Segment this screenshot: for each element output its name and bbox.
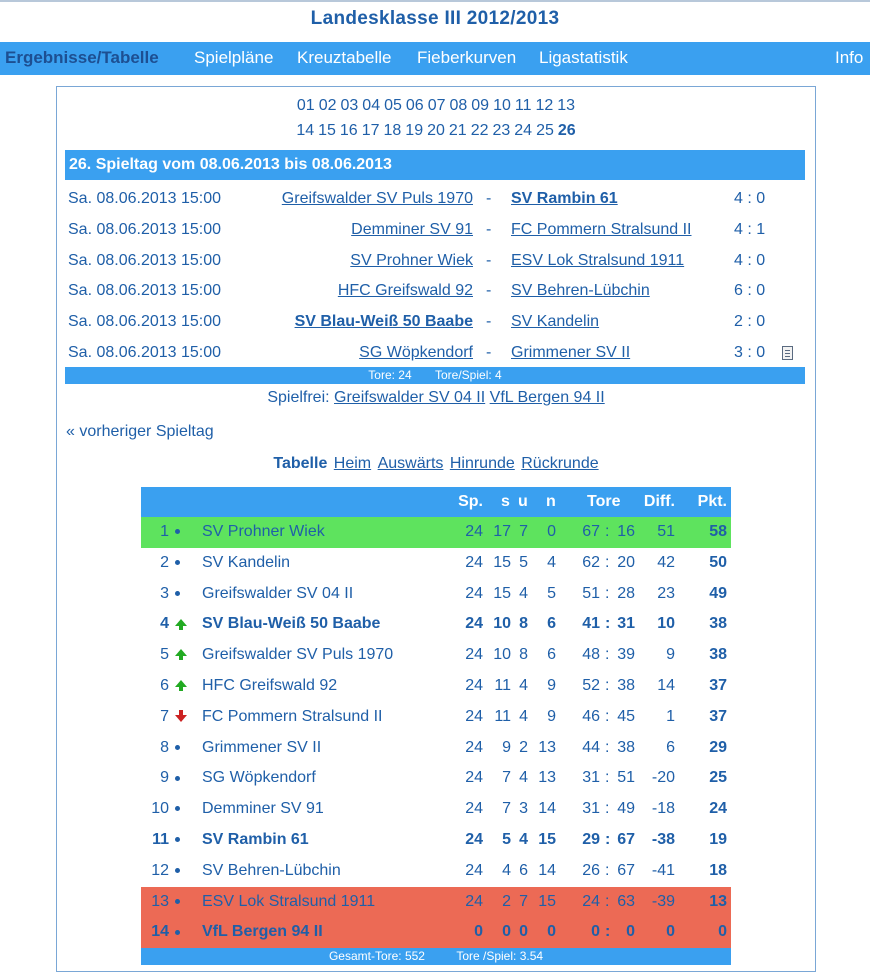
losses: 14 bbox=[538, 861, 556, 879]
goals-against: 16 bbox=[617, 523, 635, 540]
match-score: 4 : 0 bbox=[734, 251, 766, 269]
standings-header bbox=[141, 487, 731, 517]
matchday-goals: Tore: 24 bbox=[368, 368, 412, 382]
goals-for: 62 bbox=[582, 553, 600, 571]
match-date: Sa. 08.06.2013 15:00 bbox=[68, 282, 222, 300]
goals-colon: : bbox=[605, 738, 610, 756]
losses: 9 bbox=[547, 707, 556, 725]
round-link-24[interactable]: 24 bbox=[514, 122, 533, 139]
goals-per-game: Tore /Spiel: 3.54 bbox=[456, 949, 544, 964]
team-name: Demminer SV 91 bbox=[202, 800, 324, 818]
draws: 4 bbox=[519, 707, 528, 725]
played: 24 bbox=[465, 830, 483, 848]
header-sp: Sp. bbox=[458, 493, 483, 510]
trend-up-icon bbox=[175, 671, 187, 702]
round-link-26[interactable]: 26 bbox=[557, 122, 576, 139]
team-name: SV Blau-Weiß 50 Baabe bbox=[202, 615, 381, 633]
match-separator: - bbox=[486, 220, 492, 238]
losses: 0 bbox=[547, 523, 556, 540]
goal-diff: 10 bbox=[657, 615, 675, 633]
goals-against: 38 bbox=[617, 676, 635, 694]
played: 24 bbox=[465, 646, 483, 664]
points: 38 bbox=[709, 615, 727, 633]
match-separator: - bbox=[486, 344, 492, 361]
draws: 5 bbox=[519, 553, 528, 571]
match-row bbox=[57, 307, 815, 337]
match-separator: - bbox=[486, 282, 492, 300]
goals-against: 31 bbox=[617, 615, 635, 633]
nav-info[interactable]: Info bbox=[835, 48, 864, 67]
goals-against: 38 bbox=[617, 738, 635, 756]
table-row bbox=[141, 640, 731, 671]
match-separator: - bbox=[486, 190, 492, 207]
trend-neutral-icon bbox=[175, 825, 180, 856]
nav-fieberkurven[interactable]: Fieberkurven bbox=[417, 48, 517, 67]
goal-diff: 0 bbox=[666, 923, 675, 941]
trend-glyph bbox=[175, 806, 180, 811]
away-team-link[interactable]: Grimmener SV II bbox=[511, 344, 631, 361]
goals-for: 46 bbox=[582, 707, 600, 725]
goals-for: 52 bbox=[582, 676, 600, 694]
trend-glyph bbox=[175, 649, 187, 656]
goal-diff: 51 bbox=[657, 523, 675, 540]
nav-spielplaene[interactable]: Spielpläne bbox=[194, 48, 274, 67]
match-date: Sa. 08.06.2013 15:00 bbox=[68, 344, 222, 361]
goals-for: 29 bbox=[582, 830, 600, 848]
match-row bbox=[57, 276, 815, 306]
trend-glyph bbox=[175, 837, 180, 842]
team-name: Greifswalder SV 04 II bbox=[202, 584, 354, 602]
goals-against: 67 bbox=[617, 861, 635, 879]
losses: 0 bbox=[547, 923, 556, 941]
goals-against: 0 bbox=[626, 923, 635, 941]
round-link-03[interactable]: 03 bbox=[340, 97, 359, 114]
points: 25 bbox=[709, 769, 727, 787]
points: 49 bbox=[709, 584, 727, 602]
nav-kreuztabelle[interactable]: Kreuztabelle bbox=[297, 48, 392, 67]
away-team-link[interactable]: FC Pommern Stralsund II bbox=[511, 220, 692, 238]
table-row bbox=[141, 917, 731, 948]
draws: 0 bbox=[519, 923, 528, 941]
rank: 5 bbox=[160, 646, 169, 664]
trend-neutral-icon bbox=[175, 856, 180, 887]
round-link-06[interactable]: 06 bbox=[405, 97, 424, 114]
played: 24 bbox=[465, 615, 483, 633]
table-row bbox=[141, 671, 731, 702]
header-diff: Diff. bbox=[643, 493, 675, 510]
home-team-link[interactable]: SV Blau-Weiß 50 Baabe bbox=[294, 313, 473, 331]
goals-colon: : bbox=[605, 676, 610, 694]
header-s: s bbox=[501, 493, 510, 510]
played: 24 bbox=[465, 892, 483, 910]
wins: 11 bbox=[494, 676, 511, 694]
standings-footer bbox=[141, 948, 731, 965]
spielfrei-label: Spielfrei: bbox=[267, 389, 330, 406]
losses: 13 bbox=[538, 738, 556, 756]
standings-rows bbox=[141, 517, 731, 948]
points: 37 bbox=[709, 707, 727, 725]
team-name: Greifswalder SV Puls 1970 bbox=[202, 646, 394, 664]
away-team-link[interactable]: SV Kandelin bbox=[511, 313, 600, 331]
round-link-20[interactable]: 20 bbox=[427, 122, 445, 139]
losses: 9 bbox=[547, 676, 556, 694]
table-row bbox=[141, 517, 731, 548]
team-name: VfL Bergen 94 II bbox=[202, 923, 323, 941]
away-team-link[interactable]: ESV Lok Stralsund 1911 bbox=[511, 251, 685, 269]
round-link-02[interactable]: 02 bbox=[318, 97, 337, 114]
rank: 9 bbox=[160, 769, 169, 787]
played: 0 bbox=[474, 923, 483, 941]
trend-glyph bbox=[175, 591, 180, 596]
rank: 6 bbox=[160, 676, 169, 694]
goals-against: 51 bbox=[617, 769, 635, 787]
losses: 5 bbox=[547, 584, 556, 602]
goals-colon: : bbox=[605, 615, 611, 633]
matchday-goals-per-game: Tore/Spiel: 4 bbox=[435, 368, 502, 382]
page-title: Landesklasse III 2012/2013 bbox=[310, 8, 560, 29]
match-separator: - bbox=[486, 251, 492, 269]
round-link-25[interactable]: 25 bbox=[536, 122, 554, 139]
trend-glyph bbox=[175, 560, 180, 565]
goals-colon: : bbox=[605, 830, 611, 848]
match-row bbox=[57, 246, 815, 276]
points: 0 bbox=[718, 923, 727, 941]
wins: 10 bbox=[493, 615, 511, 633]
goals-against: 20 bbox=[617, 553, 635, 571]
trend-glyph bbox=[175, 529, 180, 534]
wins: 9 bbox=[502, 738, 511, 756]
trend-glyph bbox=[175, 868, 180, 873]
header-u: u bbox=[518, 493, 528, 510]
match-score: 4 : 0 bbox=[734, 190, 766, 207]
table-row bbox=[141, 825, 731, 856]
match-score: 2 : 0 bbox=[734, 313, 766, 331]
draws: 4 bbox=[519, 830, 528, 848]
tab-rueckrunde[interactable]: Rückrunde bbox=[521, 455, 599, 472]
trend-neutral-icon bbox=[175, 579, 180, 610]
draws: 4 bbox=[519, 769, 528, 787]
trend-down-icon bbox=[175, 702, 187, 733]
goals-against: 67 bbox=[617, 830, 635, 848]
home-team-link[interactable]: SV Prohner Wiek bbox=[350, 251, 473, 269]
main-nav bbox=[0, 42, 870, 75]
wins: 2 bbox=[502, 892, 511, 910]
goals-for: 67 bbox=[582, 523, 600, 540]
tab-hinrunde[interactable]: Hinrunde bbox=[449, 455, 515, 472]
draws: 6 bbox=[519, 861, 528, 879]
round-link-22[interactable]: 22 bbox=[470, 122, 489, 139]
losses: 15 bbox=[538, 830, 556, 848]
match-date: Sa. 08.06.2013 15:00 bbox=[68, 251, 222, 269]
round-link-21[interactable]: 21 bbox=[448, 122, 467, 139]
away-team-link[interactable]: SV Rambin 61 bbox=[511, 190, 618, 207]
draws: 8 bbox=[519, 646, 528, 664]
match-score: 4 : 1 bbox=[734, 220, 766, 238]
goal-diff: 42 bbox=[657, 553, 675, 571]
wins: 7 bbox=[502, 769, 511, 787]
goals-against: 39 bbox=[617, 646, 635, 664]
points: 38 bbox=[709, 646, 727, 664]
trend-glyph bbox=[175, 745, 180, 750]
goals-for: 51 bbox=[582, 584, 600, 602]
trend-neutral-icon bbox=[175, 517, 180, 548]
goals-colon: : bbox=[605, 923, 611, 941]
nav-ligastatistik[interactable]: Ligastatistik bbox=[539, 48, 628, 67]
rank: 1 bbox=[160, 523, 169, 540]
spielfrei-team-2[interactable]: VfL Bergen 94 II bbox=[489, 389, 605, 406]
rank: 4 bbox=[160, 615, 169, 633]
standings-table bbox=[141, 487, 731, 965]
losses: 4 bbox=[547, 553, 556, 571]
rank: 7 bbox=[160, 707, 169, 725]
points: 50 bbox=[709, 553, 727, 571]
table-row bbox=[141, 702, 731, 733]
trend-glyph bbox=[175, 899, 180, 904]
wins: 15 bbox=[493, 553, 511, 571]
goals-against: 28 bbox=[617, 584, 635, 602]
team-name: ESV Lok Stralsund 1911 bbox=[202, 892, 376, 910]
tab-heim[interactable]: Heim bbox=[333, 455, 372, 472]
played: 24 bbox=[465, 584, 483, 602]
trend-glyph bbox=[175, 619, 187, 626]
spielfrei-team-1[interactable]: Greifswalder SV 04 II bbox=[334, 389, 486, 406]
home-team-link[interactable]: SG Wöpkendorf bbox=[359, 344, 473, 361]
trend-neutral-icon bbox=[175, 887, 180, 918]
goals-for: 44 bbox=[582, 738, 600, 756]
trend-up-icon bbox=[175, 640, 187, 671]
header-n: n bbox=[546, 493, 556, 510]
round-link-05[interactable]: 05 bbox=[384, 97, 402, 114]
away-team-link[interactable]: SV Behren-Lübchin bbox=[511, 282, 650, 300]
wins: 4 bbox=[502, 861, 511, 879]
points: 29 bbox=[709, 738, 727, 756]
goal-diff: 1 bbox=[666, 707, 675, 725]
header-tore: Tore bbox=[587, 493, 621, 510]
goal-diff: -39 bbox=[651, 892, 675, 910]
round-link-12[interactable]: 12 bbox=[535, 97, 554, 114]
goal-diff: -41 bbox=[651, 861, 675, 879]
team-name: Grimmener SV II bbox=[202, 738, 322, 756]
matchday-stats bbox=[65, 367, 805, 384]
played: 24 bbox=[465, 676, 483, 694]
trend-glyph bbox=[175, 776, 180, 781]
wins: 17 bbox=[493, 523, 511, 540]
home-team-link[interactable]: HFC Greifswald 92 bbox=[337, 282, 473, 300]
played: 24 bbox=[465, 861, 483, 879]
round-link-08[interactable]: 08 bbox=[449, 97, 468, 114]
rank: 11 bbox=[152, 830, 169, 848]
tab-tabelle[interactable]: Tabelle bbox=[273, 455, 328, 472]
round-link-14[interactable]: 14 bbox=[296, 122, 315, 139]
round-link-01[interactable]: 01 bbox=[296, 97, 315, 114]
draws: 7 bbox=[519, 523, 528, 540]
team-name: HFC Greifswald 92 bbox=[202, 676, 338, 694]
trend-glyph bbox=[175, 715, 187, 722]
match-separator: - bbox=[486, 313, 492, 331]
wins: 15 bbox=[493, 584, 511, 602]
goals-colon: : bbox=[605, 800, 610, 818]
table-row bbox=[141, 548, 731, 579]
goal-diff: 6 bbox=[666, 738, 675, 756]
round-selector-row-1 bbox=[57, 97, 815, 115]
goals-for: 31 bbox=[582, 800, 600, 818]
team-name: FC Pommern Stralsund II bbox=[202, 707, 383, 725]
goals-for: 26 bbox=[582, 861, 600, 879]
goal-diff: 9 bbox=[666, 646, 675, 664]
goals-colon: : bbox=[605, 892, 610, 910]
points: 13 bbox=[709, 892, 727, 910]
goals-colon: : bbox=[605, 553, 610, 571]
round-selector-row-2 bbox=[57, 122, 815, 140]
content-panel bbox=[56, 86, 816, 972]
goals-for: 24 bbox=[582, 892, 600, 910]
goals-for: 41 bbox=[582, 615, 600, 633]
wins: 10 bbox=[493, 646, 511, 664]
rank: 13 bbox=[151, 892, 169, 910]
round-link-09[interactable]: 09 bbox=[471, 97, 490, 114]
trend-neutral-icon bbox=[175, 917, 180, 948]
goals-against: 49 bbox=[617, 800, 635, 818]
team-name: SG Wöpkendorf bbox=[202, 769, 316, 787]
rank: 10 bbox=[151, 800, 169, 818]
goals-for: 0 bbox=[591, 923, 600, 941]
rank: 8 bbox=[160, 738, 169, 756]
rank: 12 bbox=[151, 861, 169, 879]
match-score: 6 : 0 bbox=[734, 282, 766, 300]
round-link-16[interactable]: 16 bbox=[339, 122, 358, 139]
played: 24 bbox=[465, 800, 483, 818]
round-link-07[interactable]: 07 bbox=[427, 97, 446, 114]
trend-neutral-icon bbox=[175, 548, 180, 579]
total-goals: Gesamt-Tore: 552 bbox=[328, 949, 425, 964]
points: 19 bbox=[709, 830, 727, 848]
rank: 14 bbox=[151, 923, 169, 941]
goals-colon: : bbox=[605, 646, 610, 664]
match-date: Sa. 08.06.2013 15:00 bbox=[68, 220, 222, 238]
played: 24 bbox=[465, 769, 483, 787]
goals-against: 45 bbox=[617, 707, 635, 725]
played: 24 bbox=[465, 523, 483, 540]
team-name: SV Kandelin bbox=[202, 553, 291, 571]
trend-glyph bbox=[175, 930, 180, 935]
draws: 8 bbox=[519, 615, 528, 633]
losses: 14 bbox=[538, 800, 556, 818]
goals-colon: : bbox=[605, 769, 610, 787]
round-link-11[interactable]: 11 bbox=[514, 97, 532, 114]
match-report-icon[interactable] bbox=[782, 346, 793, 360]
draws: 2 bbox=[519, 738, 528, 756]
matchday-heading: 26. Spieltag vom 08.06.2013 bis 08.06.2013 bbox=[65, 150, 805, 180]
goals-for: 31 bbox=[582, 769, 600, 787]
draws: 7 bbox=[519, 892, 528, 910]
match-date: Sa. 08.06.2013 15:00 bbox=[68, 313, 222, 331]
goals-against: 63 bbox=[617, 892, 635, 910]
trend-neutral-icon bbox=[175, 733, 180, 764]
draws: 4 bbox=[519, 676, 528, 694]
round-link-13[interactable]: 13 bbox=[557, 97, 576, 114]
table-tabs bbox=[57, 455, 815, 473]
team-name: SV Prohner Wiek bbox=[202, 523, 325, 540]
table-row bbox=[141, 609, 731, 640]
points: 24 bbox=[709, 800, 727, 818]
rank: 2 bbox=[160, 553, 169, 571]
home-team-link[interactable]: Greifswalder SV Puls 1970 bbox=[281, 190, 473, 207]
goal-diff: -18 bbox=[651, 800, 675, 818]
goals-for: 48 bbox=[582, 646, 600, 664]
goal-diff: 14 bbox=[657, 676, 675, 694]
match-row bbox=[57, 338, 815, 368]
points: 37 bbox=[709, 676, 727, 694]
draws: 4 bbox=[519, 584, 528, 602]
points: 18 bbox=[709, 861, 727, 879]
table-row bbox=[141, 887, 731, 918]
points: 58 bbox=[709, 523, 727, 540]
trend-neutral-icon bbox=[175, 763, 180, 794]
team-name: SV Behren-Lübchin bbox=[202, 861, 341, 879]
goals-colon: : bbox=[605, 707, 610, 725]
round-link-17[interactable]: 17 bbox=[361, 122, 380, 139]
goals-colon: : bbox=[605, 584, 610, 602]
table-row bbox=[141, 856, 731, 887]
table-row bbox=[141, 794, 731, 825]
losses: 15 bbox=[538, 892, 556, 910]
played: 24 bbox=[465, 738, 483, 756]
table-row bbox=[141, 579, 731, 610]
wins: 0 bbox=[502, 923, 511, 941]
match-row bbox=[57, 215, 815, 245]
table-row bbox=[141, 733, 731, 764]
goal-diff: -20 bbox=[651, 769, 675, 787]
wins: 7 bbox=[502, 800, 511, 818]
top-border bbox=[0, 0, 870, 2]
rank: 3 bbox=[160, 584, 169, 602]
played: 24 bbox=[465, 707, 483, 725]
trend-neutral-icon bbox=[175, 794, 180, 825]
goal-diff: -38 bbox=[651, 830, 675, 848]
nav-ergebnisse-tabelle[interactable]: Ergebnisse/Tabelle bbox=[5, 48, 159, 67]
played: 24 bbox=[465, 553, 483, 571]
spielfrei-line bbox=[57, 389, 815, 407]
team-name: SV Rambin 61 bbox=[202, 830, 309, 848]
round-link-04[interactable]: 04 bbox=[362, 97, 381, 114]
trend-glyph bbox=[175, 680, 187, 687]
header-pkt: Pkt. bbox=[697, 493, 727, 510]
goals-colon: : bbox=[605, 861, 610, 879]
round-link-23[interactable]: 23 bbox=[492, 122, 511, 139]
losses: 13 bbox=[538, 769, 556, 787]
trend-up-icon bbox=[175, 609, 187, 640]
round-link-18[interactable]: 18 bbox=[383, 122, 402, 139]
wins: 11 bbox=[494, 707, 511, 725]
previous-matchday-link[interactable]: « vorheriger Spieltag bbox=[66, 423, 214, 440]
tab-auswaerts[interactable]: Auswärts bbox=[377, 455, 444, 472]
losses: 6 bbox=[547, 646, 556, 664]
round-link-10[interactable]: 10 bbox=[493, 97, 511, 114]
table-row bbox=[141, 763, 731, 794]
goal-diff: 23 bbox=[657, 584, 675, 602]
home-team-link[interactable]: Demminer SV 91 bbox=[351, 220, 473, 238]
draws: 3 bbox=[519, 800, 528, 818]
match-date: Sa. 08.06.2013 15:00 bbox=[68, 190, 222, 207]
losses: 6 bbox=[547, 615, 556, 633]
round-link-15[interactable]: 15 bbox=[318, 122, 336, 139]
match-score: 3 : 0 bbox=[734, 344, 766, 361]
goals-colon: : bbox=[605, 523, 610, 540]
match-row bbox=[57, 184, 815, 214]
wins: 5 bbox=[502, 830, 511, 848]
round-link-19[interactable]: 19 bbox=[405, 122, 424, 139]
